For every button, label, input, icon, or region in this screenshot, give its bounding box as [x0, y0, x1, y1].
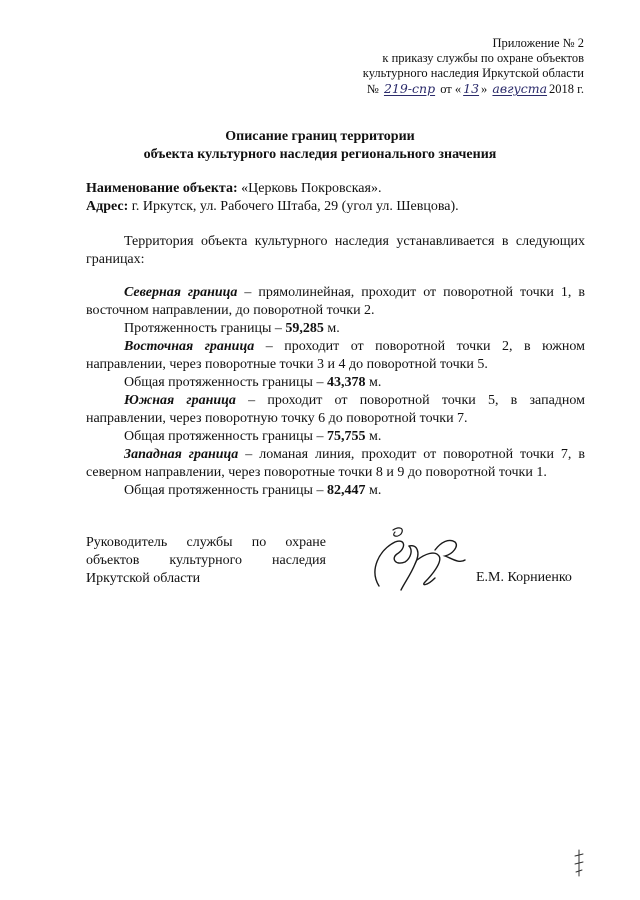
order-from-label: от «: [440, 82, 462, 96]
boundary-north-length: [86, 320, 585, 338]
boundary-south-length: [86, 428, 585, 446]
boundary-north-text: – прямолинейная, проходит от поворотной точки 1, в восточном направлении, до поворотной точки 2.: [86, 285, 585, 318]
boundary-south-name: Южная граница: [124, 393, 236, 408]
length-value: 59,285: [285, 321, 324, 336]
corner-scribble-mark: [572, 848, 586, 878]
boundaries-section: [86, 284, 585, 500]
order-day-handwritten: 13: [463, 81, 480, 96]
order-no-label: №: [366, 82, 379, 96]
boundary-east-length: [86, 374, 585, 392]
title-line-2: объекта культурного наследия регионального значения: [143, 147, 497, 162]
order-year: 2018 г.: [549, 82, 584, 96]
length-label: Общая протяженность границы –: [124, 429, 327, 444]
length-value: 75,755: [326, 429, 366, 444]
boundary-south: [86, 392, 585, 428]
boundary-north-name: Северная граница: [124, 285, 238, 300]
length-unit: м.: [365, 429, 382, 444]
signatory-position-line-1: Руководитель службы по охране: [86, 535, 326, 550]
boundary-east-name: Восточная граница: [124, 339, 255, 354]
boundary-west-text: – ломаная линия, проходит от поворотной точки 7, в северном направлении, через поворотные точки 8 и 9 до поворотной точки 1.: [86, 447, 585, 480]
appendix-line-3: культурного наследия Иркутской области: [362, 66, 584, 80]
object-address-value: г. Иркутск, ул. Рабочего Штаба, 29 (угол ул. Шевцова).: [128, 199, 459, 214]
order-number-line: [284, 81, 584, 97]
boundary-west-name: Западная граница: [124, 447, 239, 462]
appendix-header: [284, 36, 584, 97]
handwritten-signature: [365, 520, 475, 600]
appendix-line-1: Приложение № 2: [492, 36, 584, 50]
length-unit: м.: [365, 483, 382, 498]
length-label: Общая протяженность границы –: [124, 483, 327, 498]
signatory-name: Е.М. Корниенко: [476, 570, 572, 585]
order-number-handwritten: 219-спр: [383, 81, 436, 96]
signatory-position-line-2: объектов культурного наследия: [86, 553, 326, 568]
length-unit: м.: [365, 375, 382, 390]
object-name-label: Наименование объекта:: [86, 181, 238, 196]
title-line-1: Описание границ территории: [225, 129, 415, 144]
object-address-label: Адрес:: [86, 199, 129, 214]
intro-paragraph: Территория объекта культурного наследия устанавливается в следующих границах:: [86, 234, 585, 267]
signatory-position: [86, 534, 326, 588]
signatory-position-line-3: Иркутской области: [86, 571, 201, 586]
order-quote-close: »: [481, 82, 488, 96]
boundary-east-text: – проходит от поворотной точки 2, в южном направлении, через поворотные точки 3 и 4 до поворотной точки 5.: [86, 339, 585, 372]
boundary-north: [86, 284, 585, 320]
object-name-value: «Церковь Покровская».: [237, 181, 382, 196]
length-label: Протяженность границы –: [124, 321, 286, 336]
length-value: 43,378: [326, 375, 366, 390]
boundary-west-length: [86, 482, 585, 500]
boundary-west: [86, 446, 585, 482]
length-label: Общая протяженность границы –: [124, 375, 327, 390]
appendix-line-2: к приказу службы по охране объектов: [382, 51, 584, 65]
order-month-handwritten: августа: [492, 81, 548, 96]
boundary-east: [86, 338, 585, 374]
boundary-south-text: – проходит от поворотной точки 5, в западном направлении, через поворотную точку 6 до поворотной точки 7.: [86, 393, 585, 426]
object-fields: [86, 180, 584, 216]
object-address-row: [86, 198, 584, 216]
document-title: [40, 128, 600, 164]
length-value: 82,447: [326, 483, 366, 498]
object-name-row: [86, 180, 584, 198]
length-unit: м.: [323, 321, 340, 336]
